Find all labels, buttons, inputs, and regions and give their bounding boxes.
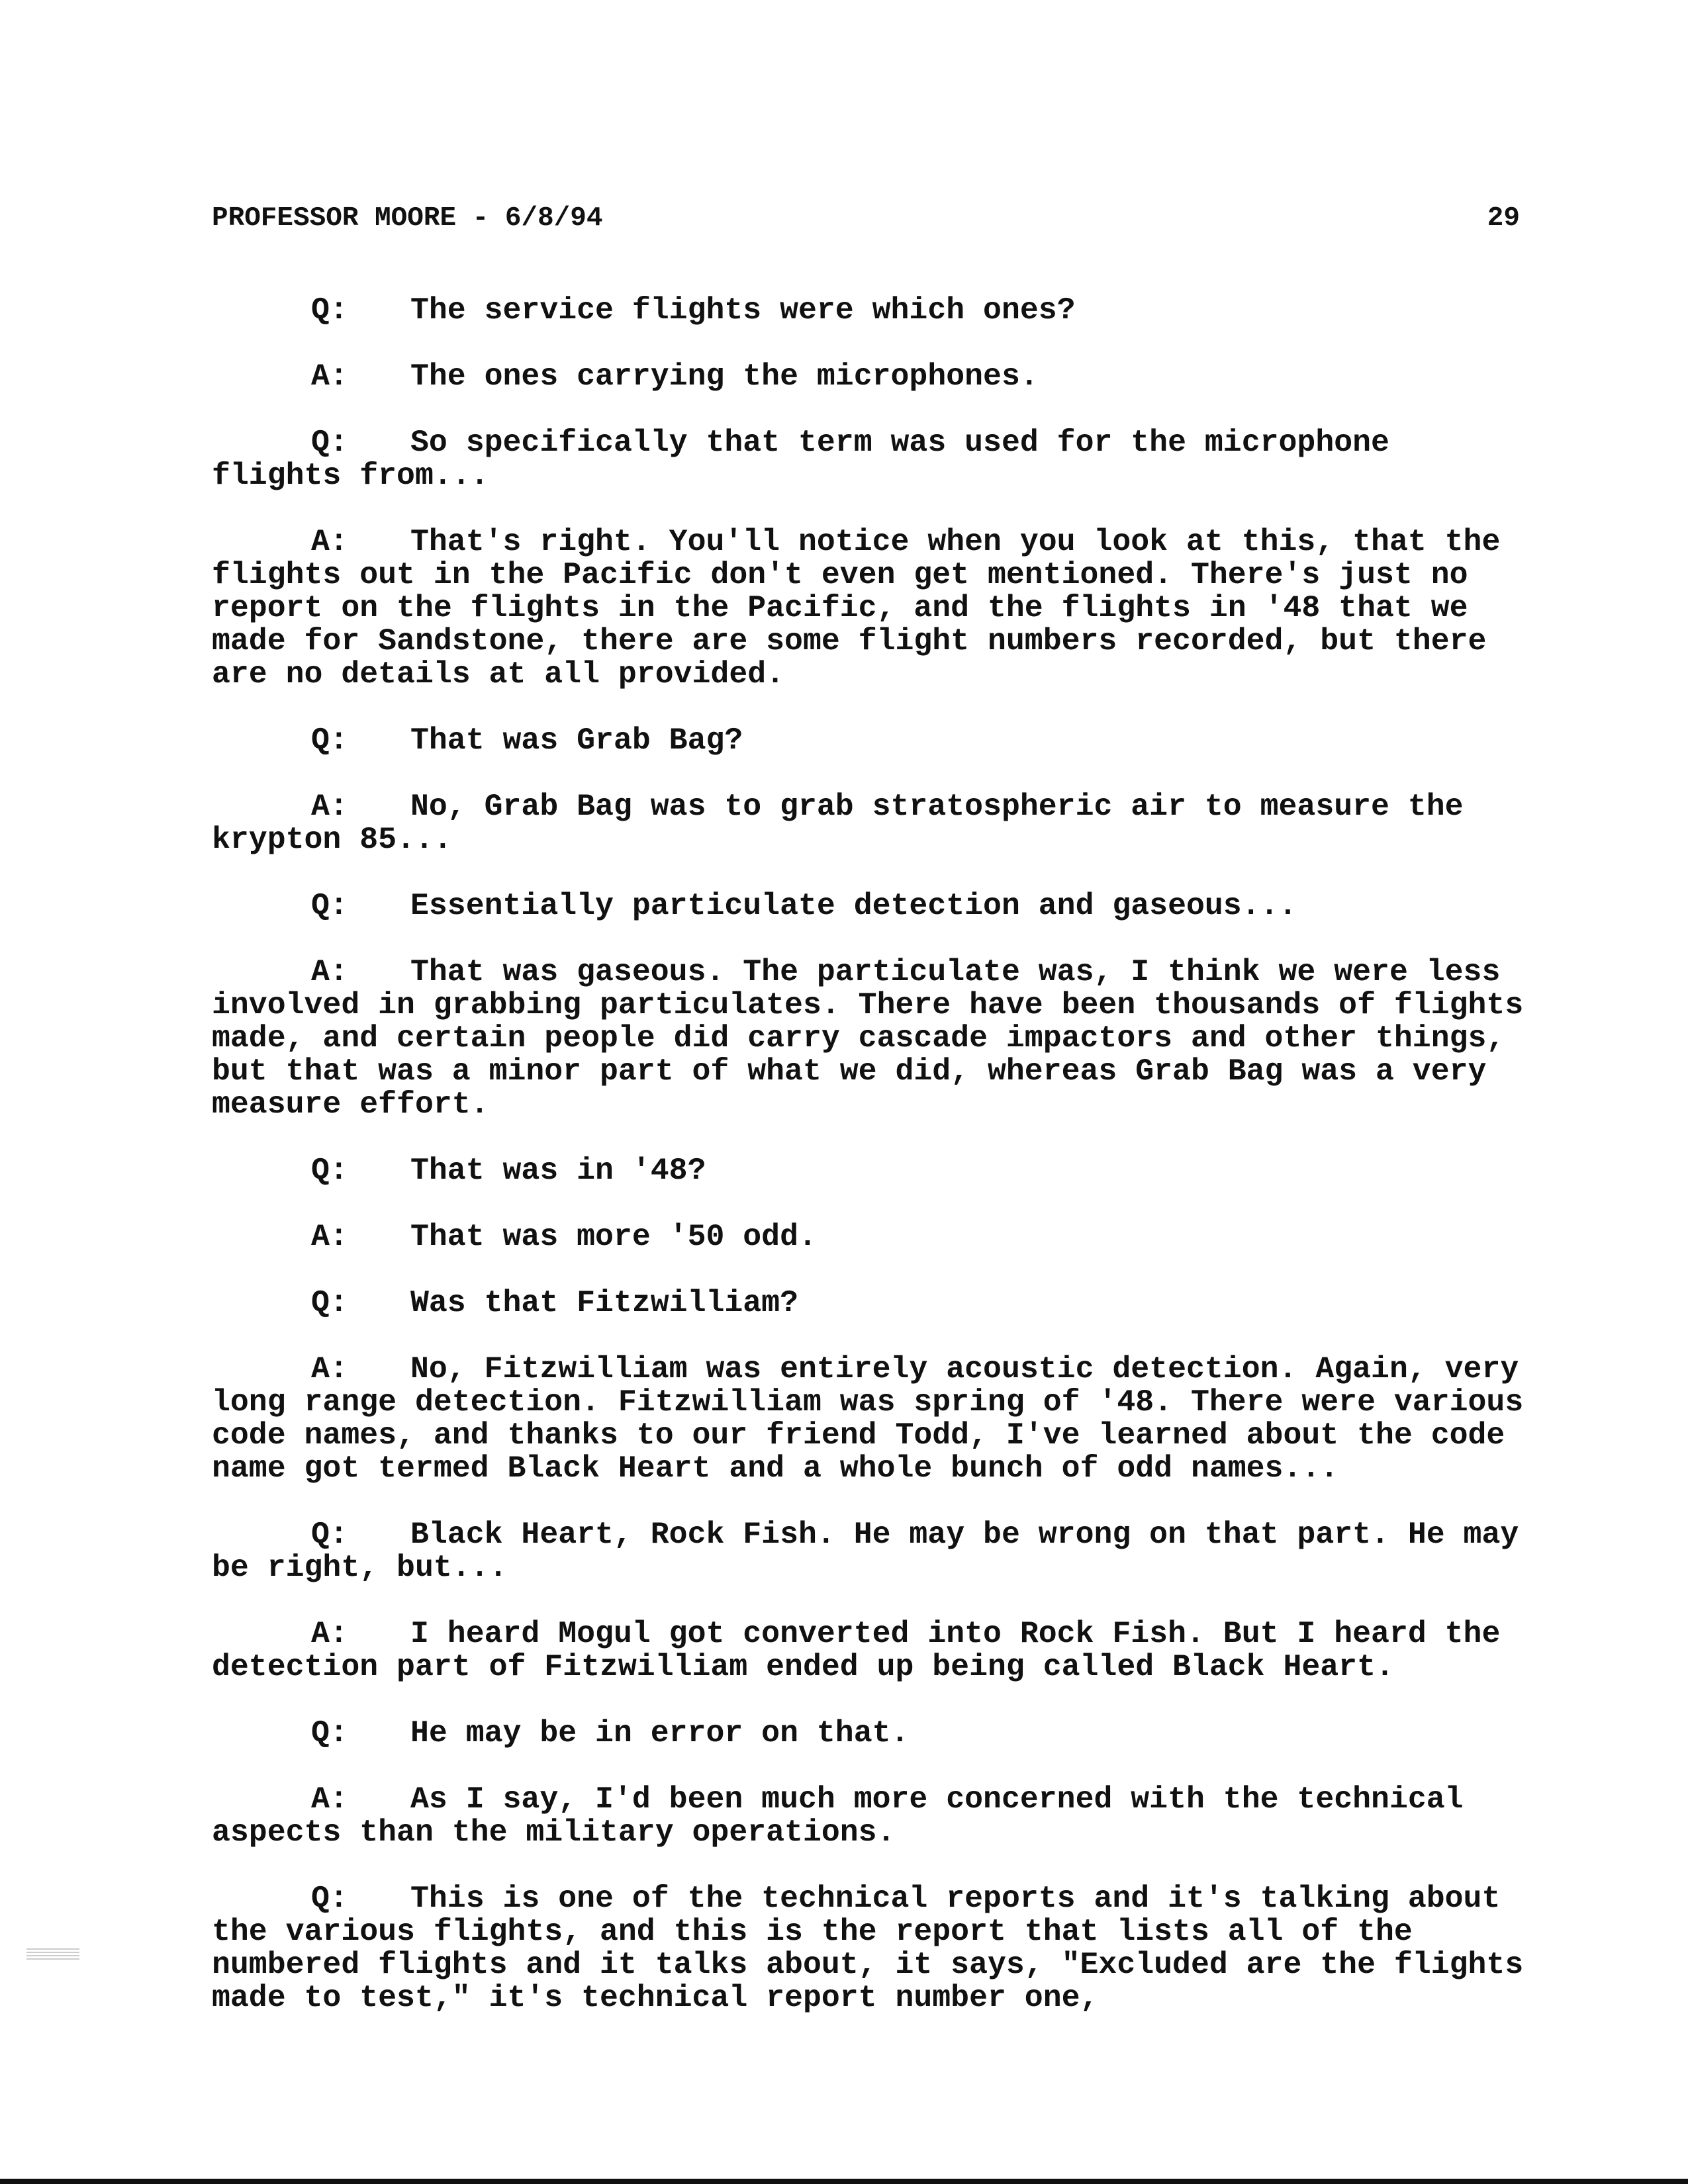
entry-text: The service flights were which ones? — [410, 293, 1076, 328]
transcript-entry — [212, 1287, 1529, 1320]
entry-text: That was gaseous. The particulate was, I think we were less involved in grabbing particulates. There have been thousands of flights made, and certain people did carry cascade impactors and other things, but that was a minor part of what we did, whereas Grab Bag was a very measure effort. — [212, 954, 1524, 1122]
entry-text: I heard Mogul got converted into Rock Fish. But I heard the detection part of Fitzwilliam ended up being called Black Heart. — [212, 1616, 1501, 1684]
entry-text: That was in '48? — [410, 1153, 706, 1188]
entry-text: Essentially particulate detection and gaseous... — [410, 888, 1297, 923]
entry-text: No, Grab Bag was to grab stratospheric air to measure the krypton 85... — [212, 789, 1464, 857]
transcript-entry — [212, 1717, 1529, 1750]
speaker-label: A: — [311, 789, 348, 824]
entry-text: That was Grab Bag? — [410, 723, 743, 758]
transcript-entry — [212, 790, 1529, 856]
scan-bottom-edge — [0, 2179, 1688, 2184]
entry-text: Black Heart, Rock Fish. He may be wrong on that part. He may be right, but... — [212, 1517, 1519, 1585]
speaker-label: Q: — [311, 723, 348, 758]
scan-margin-mark — [26, 1948, 79, 1962]
transcript-entry — [212, 889, 1529, 923]
transcript-entry — [212, 1518, 1529, 1584]
entry-text: This is one of the technical reports and it's talking about the various flights, and this is the report that lists all of the numbered flights and it talks about, it says, "Excluded are the flights made to test," it's technical report number one, — [212, 1881, 1524, 2015]
transcript-entry — [212, 1783, 1529, 1849]
speaker-label: Q: — [311, 1285, 348, 1320]
transcript-entry — [212, 1617, 1529, 1684]
speaker-label: A: — [311, 1219, 348, 1254]
transcript-entry — [212, 724, 1529, 757]
entry-text: Was that Fitzwilliam? — [410, 1285, 798, 1320]
header-title: PROFESSOR MOORE - 6/8/94 — [212, 203, 603, 234]
speaker-label: Q: — [311, 888, 348, 923]
speaker-label: A: — [311, 954, 348, 989]
transcript-entry — [212, 956, 1529, 1121]
entry-text: The ones carrying the microphones. — [410, 359, 1039, 394]
speaker-label: A: — [311, 524, 348, 559]
transcript-entry — [212, 525, 1529, 691]
speaker-label: Q: — [311, 425, 348, 460]
speaker-label: Q: — [311, 1517, 348, 1552]
transcript-entry — [212, 1154, 1529, 1187]
speaker-label: A: — [311, 359, 348, 394]
entry-text: He may be in error on that. — [410, 1715, 910, 1751]
speaker-label: A: — [311, 1782, 348, 1817]
entry-text: As I say, I'd been much more concerned with the technical aspects than the military operations. — [212, 1782, 1464, 1850]
transcript-entry — [212, 360, 1529, 393]
transcript-entry — [212, 294, 1529, 327]
transcript-body — [212, 294, 1529, 2048]
transcript-entry — [212, 1882, 1529, 2015]
speaker-label: A: — [311, 1616, 348, 1651]
entry-text: That was more '50 odd. — [410, 1219, 817, 1254]
page-number: 29 — [1487, 203, 1520, 234]
transcript-entry — [212, 426, 1529, 492]
page-header — [212, 199, 1520, 238]
speaker-label: Q: — [311, 293, 348, 328]
entry-text: So specifically that term was used for the microphone flights from... — [212, 425, 1389, 493]
transcript-entry — [212, 1353, 1529, 1485]
entry-text: No, Fitzwilliam was entirely acoustic detection. Again, very long range detection. Fitzwilliam was spring of '48. There were various code names, and thanks to our friend Todd, I've learned about the code name got termed Black Heart and a whole bunch of odd names... — [212, 1351, 1524, 1486]
speaker-label: Q: — [311, 1715, 348, 1751]
speaker-label: Q: — [311, 1153, 348, 1188]
speaker-label: Q: — [311, 1881, 348, 1916]
entry-text: That's right. You'll notice when you look at this, that the flights out in the Pacific don't even get mentioned. There's just no report on the flights in the Pacific, and the flights in '48 that we made for Sandstone, there are some flight numbers recorded, but there are no details at all provided. — [212, 524, 1501, 692]
transcript-entry — [212, 1220, 1529, 1253]
speaker-label: A: — [311, 1351, 348, 1387]
